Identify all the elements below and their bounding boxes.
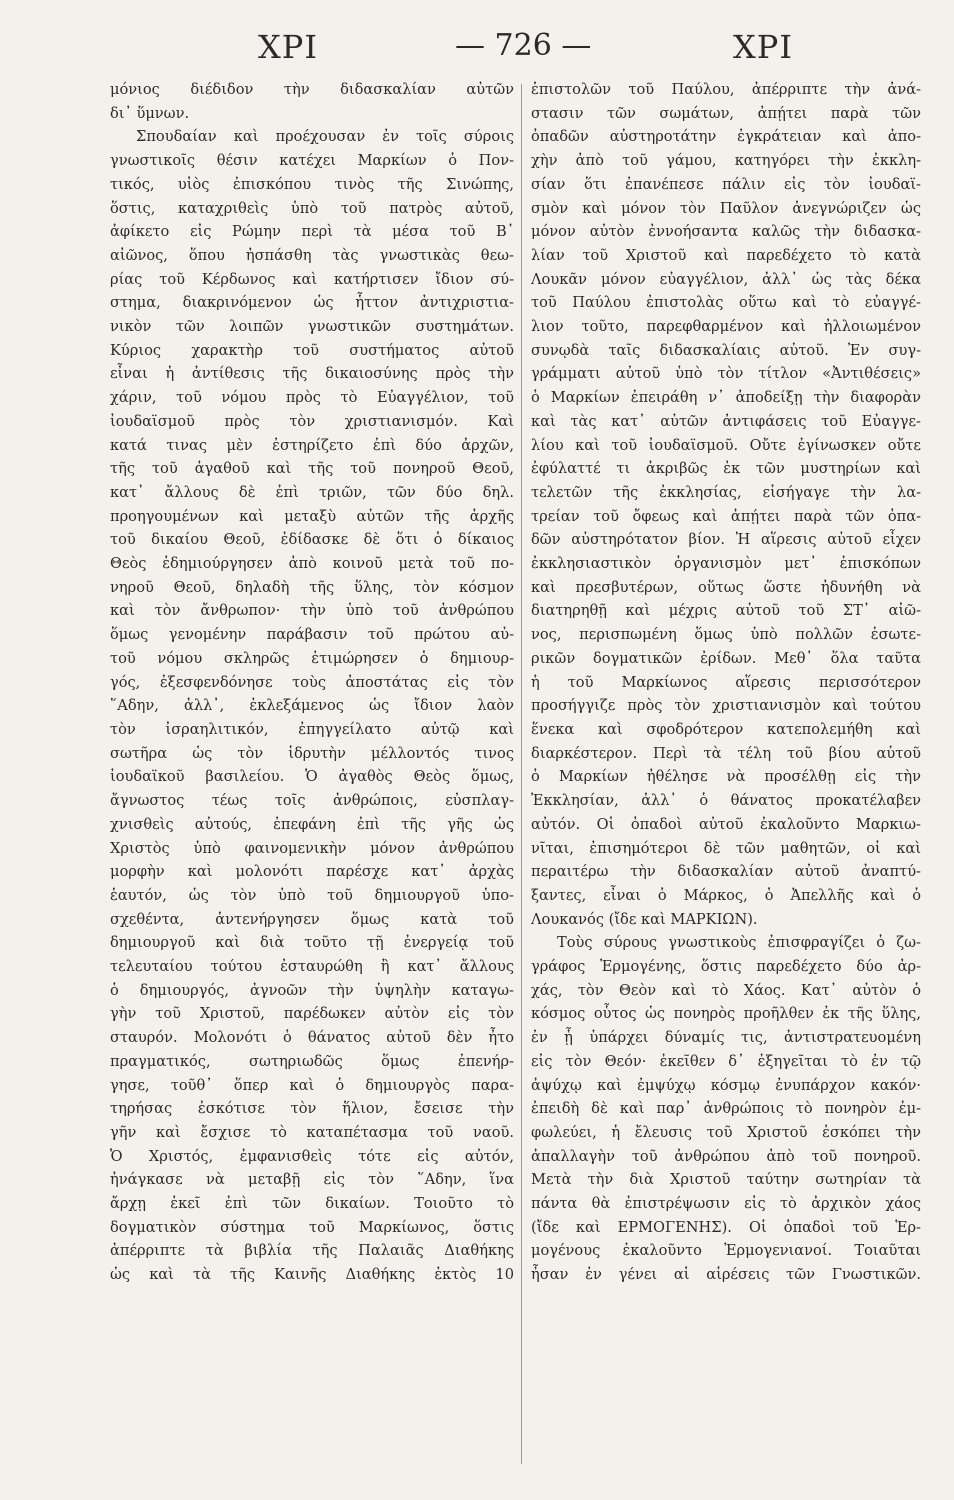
text-line: Σπουδαίαν καὶ προέχουσαν ἐν τοῖς σύροις: [136, 128, 514, 146]
text-line: λίαν τοῦ Χριστοῦ καὶ παρεδέχετο τὸ κατὰ: [531, 246, 921, 264]
text-line: Ἐκκλησίαν, ἀλλ᾽ ὁ θάνατος προκατέλαβεν: [531, 792, 921, 810]
text-line: διαρκέστερον. Περὶ τὰ τέλη τοῦ βίου αὐτοῦ: [531, 744, 921, 762]
text-line: γνωστικοῖς θέσιν κατέχει Μαρκίων ὁ Πον-: [110, 152, 514, 170]
text-line: ἀψύχῳ καὶ ἐμψύχῳ κόσμῳ ἐνυπάρχον κακόν·: [531, 1076, 921, 1094]
column-divider: [521, 84, 522, 1464]
text-line: χάς, τὸν Θεὸν καὶ τὸ Χάος. Κατ᾽ αὐτὸν ὁ: [531, 981, 921, 999]
text-line: λιον τοῦτο, παρεφθαρμένον καὶ ἠλλοιωμένον: [531, 318, 921, 336]
text-line: τοῦ Παύλου ἐπιστολὰς οὕτω καὶ τὸ εὐαγγέ-: [531, 294, 921, 312]
text-line: δῶν αὐστηρότατον βίον. Ἡ αἵρεσις αὐτοῦ εἶχεν: [531, 531, 921, 549]
text-line: καὶ τὸν ἄνθρωπον· τὴν ὑπὸ τοῦ ἀνθρώπου: [110, 602, 514, 620]
text-line: ἡ τοῦ Μαρκίωνος αἵρεσις περισσότερον: [531, 673, 921, 691]
text-line: Κύριος χαρακτὴρ τοῦ συστήματος αὐτοῦ: [110, 341, 514, 359]
text-line: τῆς τοῦ ἀγαθοῦ καὶ τῆς τοῦ πονηροῦ Θεοῦ,: [110, 460, 514, 478]
text-line: Μετὰ τὴν διὰ Χριστοῦ ταύτην σωτηρίαν τὰ: [531, 1171, 921, 1189]
text-line: Λουκανός (ἴδε καὶ ΜΑΡΚΙΩΝ).: [531, 910, 758, 928]
text-line: προσήγγιζε πρὸς τὸν χριστιανισμὸν καὶ τούτου: [531, 697, 921, 715]
text-line: καὶ πρεσβυτέρων, οὕτως ὥστε ἠδυνήθη νὰ: [531, 578, 921, 596]
text-line: ὅμως γενομένην παράβασιν τοῦ πρώτου αὐ-: [110, 626, 514, 644]
text-line: τρείαν τοῦ ὄφεως καὶ ἀπῄτει παρὰ τῶν ὀπα-: [531, 507, 921, 525]
text-line: ἀπαλλαγὴν τοῦ ἀνθρώπου ἀπὸ τοῦ πονηροῦ.: [531, 1147, 921, 1165]
text-line: γράφος Ἑρμογένης, ὅστις παρεδέχετο δύο ἀρ-: [531, 958, 921, 976]
text-line: ἑαυτόν, ὡς τὸν ὑπὸ τοῦ δημιουργοῦ ὑπο-: [110, 886, 514, 904]
text-line: σωτῆρα ὡς τὸν ἱδρυτὴν μέλλοντός τινος: [110, 744, 514, 762]
text-line: ἀφίκετο εἰς Ρώμην περὶ τὰ μέσα τοῦ Β᾽: [110, 223, 514, 241]
page-number: — 726 —: [455, 28, 592, 63]
text-line: φωλεύει, ἡ ἔλευσις τοῦ Χριστοῦ ἐσκόπει τὴν: [531, 1123, 921, 1141]
text-line: ἐπιστολῶν τοῦ Παύλου, ἀπέρριπτε τὴν ἀνά-: [531, 81, 921, 98]
text-line: γῆν καὶ ἔσχισε τὸ καταπέτασμα τοῦ ναοῦ.: [110, 1123, 514, 1141]
text-line: λίου καὶ τοῦ ἰουδαϊσμοῦ. Οὔτε ἐγίνωσκεν οὔτε: [531, 436, 921, 454]
text-line: ῞Αδην, ἀλλ᾽, ἐκλεξάμενος ὡς ἴδιον λαὸν: [110, 697, 514, 715]
header-right-term: ΧΡΙ: [733, 28, 793, 66]
text-line: γός, ἐξεσφενδόνησε τοὺς ἀποστάτας εἰς τὸν: [110, 673, 514, 691]
text-line: μορφὴν καὶ μολονότι παρέσχε κατ᾽ ἀρχὰς: [110, 863, 514, 881]
text-line: χὴν ἀπὸ τοῦ γάμου, κατηγόρει τὴν ἐκκλη-: [531, 152, 921, 170]
text-line: τοῦ νόμου σκληρῶς ἐτιμώρησεν ὁ δημιουρ-: [110, 649, 514, 667]
text-line: δημιουργοῦ καὶ διὰ τοῦτο τῇ ἐνεργείᾳ τοῦ: [110, 934, 514, 952]
text-line: κατά τινας μὲν ἐστηρίζετο ἐπὶ δύο ἀρχῶν,: [110, 436, 514, 454]
text-line: ὁ Μαρκίων ἐπειράθη ν᾽ ἀποδείξῃ τὴν διαφορὰν: [531, 389, 921, 407]
text-line: σταυρόν. Μολονότι ὁ θάνατος αὐτοῦ δὲν ἦτο: [110, 1029, 514, 1047]
text-line: εἶναι ἡ ἀντίθεσις τῆς δικαιοσύνης πρὸς τὴν: [110, 365, 514, 383]
text-line: καὶ τὰς κατ᾽ αὐτῶν ἀντιφάσεις τοῦ Εὐαγγε-: [531, 412, 921, 430]
text-line: πάντα θὰ ἐπιστρέψωσιν εἰς τὸ ἀρχικὸν χάος: [531, 1195, 921, 1213]
text-line: πραγματικός, σωτηριωδῶς ὅμως ἐπενήρ-: [110, 1052, 514, 1070]
text-line: προηγουμένων καὶ μεταξὺ αὐτῶν τῆς ἀρχῆς: [110, 507, 514, 525]
text-line: δι᾽ ὕμνων.: [110, 104, 190, 122]
header-left-term: ΧΡΙ: [258, 28, 318, 66]
text-line: νικὸν τῶν λοιπῶν γνωστικῶν συστημάτων.: [110, 318, 514, 336]
text-line: ρικῶν δογματικῶν ἐρίδων. Μεθ᾽ ὅλα ταῦτα: [531, 649, 921, 667]
text-line: Λουκᾶν μόνον εὐαγγέλιον, ἀλλ᾽ ὡς τὰς δέκα: [531, 270, 921, 288]
text-line: συνῳδὰ ταῖς διδασκαλίαις αὐτοῦ. Ἐν συγ-: [531, 341, 921, 359]
text-line: ὁ Μαρκίων ἠθέλησε νὰ προσέλθῃ εἰς τὴν: [531, 768, 921, 786]
text-line: ἄγνωστος τέως τοῖς ἀνθρώποις, εὐσπλαγ-: [110, 792, 514, 810]
text-line: ἰουδαϊσμοῦ πρὸς τὸν χριστιανισμόν. Καὶ: [110, 412, 514, 430]
text-line: γησε, τοῦθ᾽ ὅπερ καὶ ὁ δημιουργὸς παρα-: [110, 1076, 514, 1094]
text-line: ἐφύλαττέ τι ἀκριβῶς ἐκ τῶν μυστηρίων καὶ: [531, 460, 921, 478]
text-line: περαιτέρω τὴν διδασκαλίαν αὐτοῦ ἀναπτύ-: [531, 863, 921, 881]
text-line: ἠνάγκασε νὰ μεταβῇ εἰς τὸν ῞Αδην, ἵνα: [110, 1171, 514, 1189]
right-text-column: [531, 78, 921, 1483]
text-line: κόσμος οὗτος ὡς πονηρὸς προῆλθεν ἐκ τῆς ὕλης,: [531, 1005, 921, 1023]
text-line: στασιν τῶν σωμάτων, ἀπῄτει παρὰ τῶν: [531, 104, 921, 122]
running-header: [0, 28, 954, 78]
text-line: χάριν, τοῦ νόμου πρὸς τὸ Εὐαγγέλιον, τοῦ: [110, 389, 514, 407]
text-line: αὐτόν. Οἱ ὀπαδοὶ αὐτοῦ ἐκαλοῦντο Μαρκιω-: [531, 815, 921, 833]
text-line: διατηρηθῇ καὶ μέχρις αὐτοῦ τοῦ ΣΤ᾽ αἰῶ-: [531, 602, 921, 620]
text-line: τελετῶν τῆς ἐκκλησίας, εἰσήγαγε τὴν λα-: [531, 483, 921, 501]
text-line: νηροῦ Θεοῦ, δηλαδὴ τῆς ὕλης, τὸν κόσμον: [110, 578, 514, 596]
text-line: μογένους ἐκαλοῦντο Ἑρμογενιανοί. Τοιαῦται: [531, 1242, 921, 1260]
text-line: ἐκκλησιαστικὸν ὀργανισμὸν μετ᾽ ἐπισκόπων: [531, 555, 921, 573]
text-line: μόνιος διέδιδον τὴν διδασκαλίαν αὐτῶν: [110, 81, 514, 98]
text-line: σχεθέντα, ἀντενήργησεν ὅμως κατὰ τοῦ: [110, 910, 514, 928]
text-line: στημα, διακρινόμενον ὡς ἧττον ἀντιχριστια-: [110, 294, 514, 312]
text-line: ἦσαν ἐν γένει αἱ αἱρέσεις τῶν Γνωστικῶν.: [531, 1266, 921, 1284]
text-line: ἄρχῃ ἐκεῖ ἐπὶ τῶν δικαίων. Τοιοῦτο τὸ: [110, 1195, 514, 1213]
left-text-column: [110, 78, 514, 1483]
text-line: ἕνεκα καὶ σφοδρότερον κατεπολεμήθη καὶ: [531, 720, 921, 738]
text-line: ὡς καὶ τὰ τῆς Καινῆς Διαθήκης ἐκτὸς 10: [110, 1266, 514, 1284]
text-line: Τοὺς σύρους γνωστικοὺς ἐπισφραγίζει ὁ ζω-: [557, 934, 921, 952]
text-line: Θεὸς ἐδημιούργησεν ἀπὸ κοινοῦ μετὰ τοῦ πο-: [110, 555, 514, 573]
text-line: γὴν τοῦ Χριστοῦ, παρέδωκεν αὐτὸν εἰς τὸν: [110, 1005, 514, 1023]
text-line: ἰουδαϊκοῦ βασιλείου. Ὁ ἀγαθὸς Θεὸς ὅμως,: [110, 768, 514, 786]
text-line: Χριστὸς ὑπὸ φαινομενικὴν μόνον ἀνθρώπου: [110, 839, 514, 857]
text-line: αἰῶνος, ὅπου ἠσπάσθη τὰς γνωστικὰς θεω-: [110, 246, 514, 264]
text-line: τικός, υἱὸς ἐπισκόπου τινὸς τῆς Σινώπης,: [110, 175, 514, 193]
text-line: (ἴδε καὶ ΕΡΜΟΓΕΝΗΣ). Οἱ ὀπαδοὶ τοῦ Ἑρ-: [531, 1218, 921, 1236]
text-line: σίαν ὅτι ἐπανέπεσε πάλιν εἰς τὸν ἰουδαϊ-: [531, 175, 921, 193]
text-line: δογματικὸν σύστημα τοῦ Μαρκίωνος, ὅστις: [110, 1218, 514, 1236]
text-line: γράμματι αὐτοῦ ὑπὸ τὸν τίτλον «Ἀντιθέσεις»: [531, 365, 921, 383]
text-line: εἰς τὸν Θεόν· ἐκεῖθεν δ᾽ ἐξηγεῖται τὸ ἐν τῷ: [531, 1052, 921, 1070]
text-line: νῖται, ἐπισημότεροι δὲ τῶν μαθητῶν, οἱ καὶ: [531, 839, 921, 857]
text-line: ὀπαδῶν αὐστηροτάτην ἐγκράτειαν καὶ ἀπο-: [531, 128, 921, 146]
text-line: ξαντες, εἶναι ὁ Μάρκος, ὁ Ἀπελλῆς καὶ ὁ: [531, 886, 921, 904]
text-line: κατ᾽ ἄλλους δὲ ἐπὶ τριῶν, τῶν δύο δηλ.: [110, 483, 514, 501]
text-line: ὅστις, καταχριθεὶς ὑπὸ τοῦ πατρὸς αὐτοῦ,: [110, 199, 514, 217]
text-line: Ὁ Χριστός, ἐμφανισθεὶς τότε εἰς αὐτόν,: [110, 1147, 514, 1165]
text-line: σμὸν καὶ μόνον τὸν Παῦλον ἀνεγνώριζεν ὡς: [531, 199, 921, 217]
text-line: χνισθεὶς αὐτούς, ἐπεφάνη ἐπὶ τῆς γῆς ὡς: [110, 815, 514, 833]
text-line: ἐπειδὴ δὲ καὶ παρ᾽ ἀνθρώποις τὸ πονηρὸν ἐμ-: [531, 1100, 921, 1118]
text-line: μόνον αὐτὸν ἐννοήσαντα καλῶς τὴν διδασκα-: [531, 223, 921, 241]
text-line: τελευταίου τούτου ἐσταυρώθη ἢ κατ᾽ ἄλλους: [110, 958, 514, 976]
text-line: τὸν ἰσραηλιτικόν, ἐπηγγείλατο αὐτῷ καὶ: [110, 720, 514, 738]
text-line: τοῦ δικαίου Θεοῦ, ἐδίδασκε δὲ ὅτι ὁ δίκαιος: [110, 531, 514, 549]
text-line: ἐν ᾗ ὑπάρχει δύναμίς τις, ἀντιστρατευομένη: [531, 1029, 921, 1047]
text-line: νος, περισπωμένη ὅμως ὑπὸ πολλῶν ἐσωτε-: [531, 626, 921, 644]
text-line: ὁ δημιουργός, ἀγνοῶν τὴν ὑψηλὴν καταγω-: [110, 981, 514, 999]
text-line: ρίας τοῦ Κέρδωνος καὶ κατήρτισεν ἴδιον σύ-: [110, 270, 514, 288]
text-line: τηρήσας ἐσκότισε τὸν ἥλιον, ἔσεισε τὴν: [110, 1100, 514, 1118]
text-line: ἀπέρριπτε τὰ βιβλία τῆς Παλαιᾶς Διαθήκης: [110, 1242, 514, 1260]
